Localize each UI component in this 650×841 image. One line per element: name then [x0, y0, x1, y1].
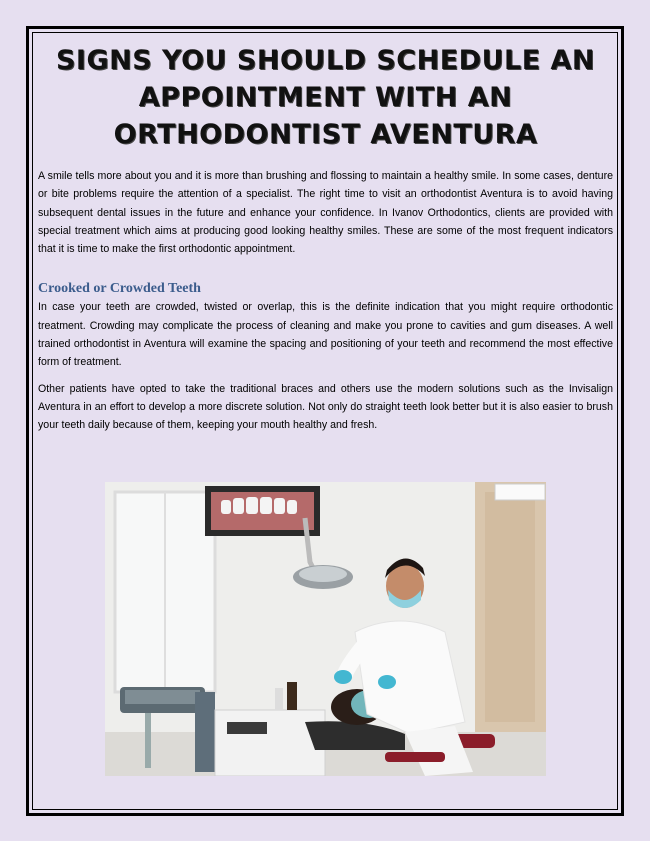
section-paragraph-1: In case your teeth are crowded, twisted or overlap, this is the definite indication that you might require orthodontic treatment. Crowding may complicate the process of cleaning and make you prone to cavities and gum diseases. A well trained orthodontist in Aventura will examine the spacing and positioning of your teeth and recommend the most effective form of treatment.	[38, 301, 613, 369]
document-content	[38, 42, 613, 435]
dental-clinic-photo	[105, 482, 546, 776]
page-title: SIGNS YOU SHOULD SCHEDULE AN APPOINTMENT WITH AN ORTHODONTIST AVENTURA	[55, 45, 596, 150]
section-heading: Crooked or Crowded Teeth	[38, 281, 201, 297]
intro-paragraph: A smile tells more about you and it is more than brushing and flossing to maintain a healthy smile. In some cases, denture or bite problems require the attention of a specialist. The right time to visit an orthodontist Aventura is to avoid having subsequent dental issues in the future and enhance your confidence. In Ivanov Orthodontics, clients are provided with special treatment which aims at producing good looking healthy smiles. These are some of the most frequent indicators that it is time to make the first orthodontic appointment.	[38, 170, 613, 256]
section-paragraph-2: Other patients have opted to take the traditional braces and others use the modern solutions such as the Invisalign Aventura in an effort to develop a more discrete solution. Not only do straight teeth look better but it is also easier to brush your teeth daily because of them, keeping your mouth healthy and fresh.	[38, 382, 613, 432]
